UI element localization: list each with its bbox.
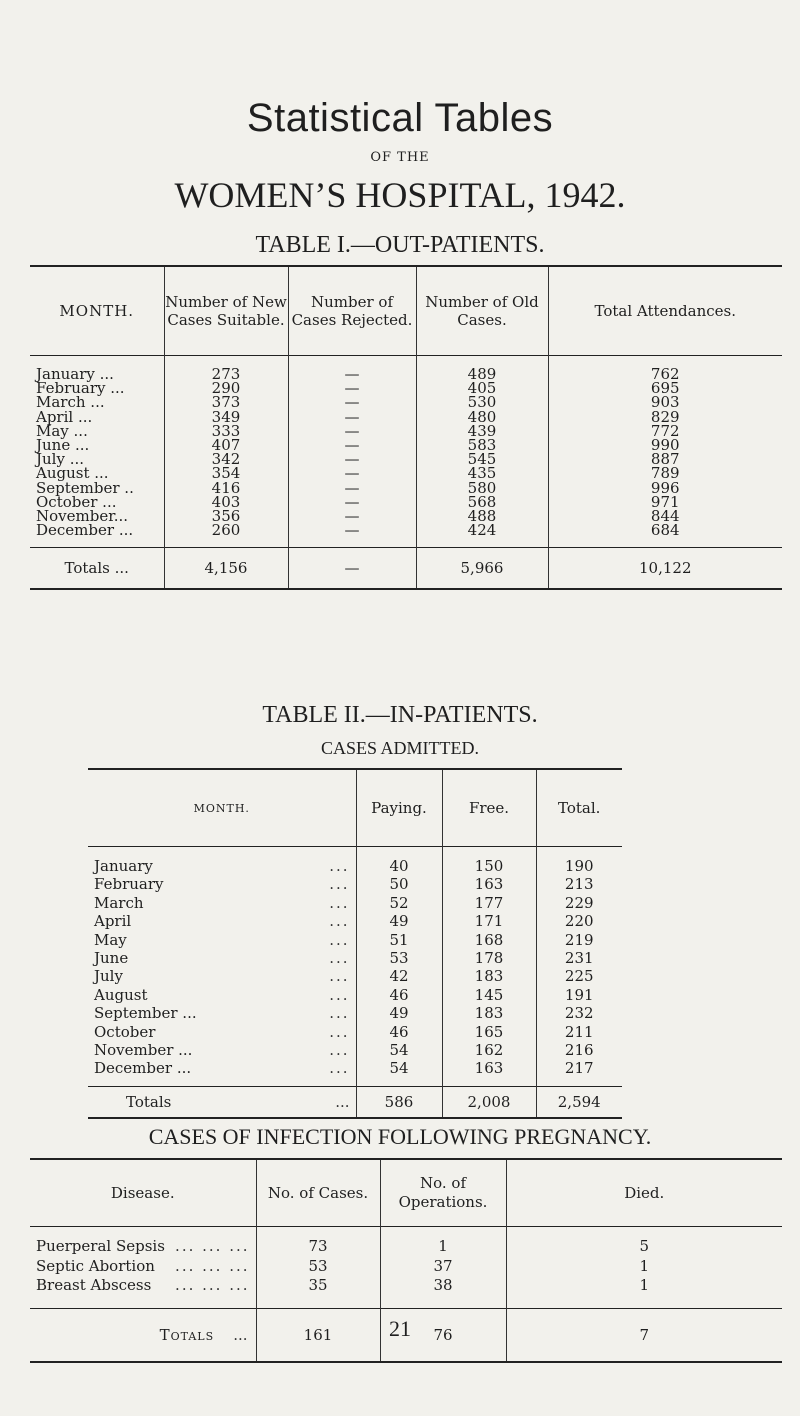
col-free: Free. — [442, 769, 536, 847]
month-cell — [88, 1059, 356, 1086]
old-cases-cell: 435 — [416, 466, 548, 480]
month-cell: March ... — [36, 393, 105, 412]
month-label: October — [94, 1022, 156, 1041]
total-cell: 232 — [536, 1004, 622, 1022]
totals-label: Totals ... — [30, 548, 164, 590]
leader-dots: ... ... ... — [175, 1256, 250, 1275]
died-cell: 5 — [506, 1227, 782, 1257]
paying-cell: 46 — [356, 986, 442, 1004]
month-cell: September .. — [36, 478, 134, 497]
old-cases-cell: 439 — [416, 424, 548, 438]
col-died: Died. — [506, 1159, 782, 1227]
total-attendances-cell: 789 — [548, 466, 782, 480]
month-label: September ... — [94, 1004, 197, 1023]
totals-text: Totals — [126, 1092, 172, 1111]
paying-cell: 42 — [356, 967, 442, 985]
total-attendances-cell: 695 — [548, 381, 782, 395]
paying-cell: 50 — [356, 875, 442, 893]
table-row — [30, 1227, 782, 1257]
month-label: August — [94, 985, 148, 1004]
table-row — [88, 1004, 622, 1022]
leader-dots: ... — [329, 857, 350, 875]
month-cell: December ... — [36, 521, 134, 540]
disease-cell — [30, 1257, 256, 1277]
month-cell: June ... — [36, 436, 90, 455]
month-cell — [88, 1041, 356, 1059]
old-cases-cell: 580 — [416, 481, 548, 495]
total-cell: 190 — [536, 847, 622, 876]
table-header-row — [30, 266, 782, 356]
disease-cell — [30, 1227, 256, 1257]
table-header-row — [88, 769, 622, 847]
leader-dots: ... — [329, 930, 350, 949]
month-label: February — [94, 875, 164, 894]
rejected-cell: — — [288, 438, 416, 452]
total-cell: 219 — [536, 931, 622, 949]
total-attendances-cell: 829 — [548, 410, 782, 424]
new-cases-cell: 349 — [164, 410, 288, 424]
free-cell: 145 — [442, 986, 536, 1004]
free-cell: 177 — [442, 894, 536, 912]
totals-old: 5,966 — [416, 548, 548, 590]
month-cell: May ... — [36, 421, 88, 440]
rejected-cell: — — [288, 452, 416, 466]
totals-free: 2,008 — [442, 1086, 536, 1118]
paying-cell: 49 — [356, 1004, 442, 1022]
month-cell — [88, 894, 356, 912]
totals-paying: 586 — [356, 1086, 442, 1118]
leader-dots: ... — [233, 1325, 248, 1344]
paying-cell: 49 — [356, 912, 442, 930]
total-attendances-cell: 903 — [548, 395, 782, 409]
old-cases-cell: 489 — [416, 356, 548, 382]
month-cell — [88, 986, 356, 1004]
leader-dots: ... ... ... — [175, 1237, 250, 1255]
leader-dots: ... — [329, 1041, 350, 1060]
table-row — [88, 847, 622, 876]
page-title: Statistical Tables — [246, 96, 554, 140]
died-cell: 1 — [506, 1257, 782, 1277]
rejected-cell: — — [288, 466, 416, 480]
total-cell: 216 — [536, 1041, 622, 1059]
old-cases-cell: 530 — [416, 395, 548, 409]
col-old-cases: Number of Old Cases. — [416, 266, 548, 356]
table-row — [30, 1276, 782, 1308]
col-rejected: Number of Cases Rejected. — [288, 266, 416, 356]
table-row — [30, 1257, 782, 1277]
hospital-title: WOMEN’S HOSPITAL, 1942. — [174, 175, 626, 215]
col-paying: Paying. — [356, 769, 442, 847]
operations-cell: 38 — [380, 1276, 506, 1308]
total-attendances-cell: 996 — [548, 481, 782, 495]
table-row — [88, 912, 622, 930]
new-cases-cell: 290 — [164, 381, 288, 395]
paying-cell: 54 — [356, 1041, 442, 1059]
table2-subcaption: CASES ADMITTED. — [320, 738, 479, 758]
month-label: May — [94, 930, 127, 949]
free-cell: 171 — [442, 912, 536, 930]
month-cell: August ... — [36, 464, 109, 483]
month-cell — [88, 967, 356, 985]
free-cell: 163 — [442, 875, 536, 893]
old-cases-cell: 583 — [416, 438, 548, 452]
month-label: July — [94, 967, 123, 986]
disease-cell — [30, 1276, 256, 1308]
operations-cell: 37 — [380, 1257, 506, 1277]
col-month: MONTH. — [59, 302, 135, 320]
total-attendances-cell: 990 — [548, 438, 782, 452]
leader-dots: ... — [329, 1004, 350, 1023]
month-cell: April ... — [36, 407, 93, 426]
total-attendances-cell: 887 — [548, 452, 782, 466]
disease-label: Septic Abortion — [36, 1256, 155, 1275]
paying-cell: 40 — [356, 847, 442, 876]
totals-new: 4,156 — [164, 548, 288, 590]
totals-total: 2,594 — [536, 1086, 622, 1118]
totals-cases: 161 — [256, 1308, 380, 1362]
leader-dots: ... — [329, 912, 350, 931]
page-number: 21 — [389, 1316, 411, 1341]
total-cell: 211 — [536, 1023, 622, 1041]
new-cases-cell: 273 — [164, 356, 288, 382]
month-cell: February ... — [36, 379, 125, 398]
leader-dots: ... ... ... — [175, 1276, 250, 1294]
totals-rejected: — — [288, 548, 416, 590]
table-row — [30, 523, 782, 548]
rejected-cell: — — [288, 481, 416, 495]
operations-cell: 1 — [380, 1227, 506, 1257]
total-cell: 229 — [536, 894, 622, 912]
new-cases-cell: 260 — [164, 523, 288, 548]
table-row — [30, 356, 782, 382]
leader-dots: ... — [329, 1022, 350, 1041]
month-cell — [88, 949, 356, 967]
table-row — [88, 931, 622, 949]
table-header-row — [30, 1159, 782, 1227]
table-row — [88, 1059, 622, 1086]
free-cell: 168 — [442, 931, 536, 949]
rejected-cell: — — [288, 424, 416, 438]
rejected-cell: — — [288, 523, 416, 548]
table1-caption: TABLE I.—OUT-PATIENTS. — [255, 232, 545, 258]
month-cell: January ... — [36, 365, 114, 383]
leader-dots: ... — [329, 967, 350, 986]
paying-cell: 52 — [356, 894, 442, 912]
old-cases-cell: 488 — [416, 509, 548, 523]
totals-text: Totals — [159, 1325, 215, 1344]
cases-cell: 53 — [256, 1257, 380, 1277]
new-cases-cell: 407 — [164, 438, 288, 452]
total-attendances-cell: 772 — [548, 424, 782, 438]
free-cell: 163 — [442, 1059, 536, 1086]
leader-dots: ... — [329, 893, 350, 912]
cases-cell: 35 — [256, 1276, 380, 1308]
table-row — [88, 986, 622, 1004]
table-row — [88, 949, 622, 967]
total-cell: 191 — [536, 986, 622, 1004]
col-total-attendances: Total Attendances. — [548, 266, 782, 356]
died-cell: 1 — [506, 1276, 782, 1308]
total-cell: 213 — [536, 875, 622, 893]
table-row — [88, 894, 622, 912]
new-cases-cell: 333 — [164, 424, 288, 438]
month-label: March — [94, 893, 144, 912]
total-cell: 217 — [536, 1059, 622, 1086]
rejected-cell: — — [288, 356, 416, 382]
totals-died: 7 — [506, 1308, 782, 1362]
leader-dots: ... — [329, 949, 350, 968]
rejected-cell: — — [288, 410, 416, 424]
month-label: December ... — [94, 1059, 192, 1078]
col-month: MONTH. — [193, 801, 250, 815]
month-cell — [88, 875, 356, 893]
rejected-cell: — — [288, 381, 416, 395]
month-cell: November... — [36, 507, 129, 526]
old-cases-cell: 545 — [416, 452, 548, 466]
new-cases-cell: 356 — [164, 509, 288, 523]
rejected-cell: — — [288, 395, 416, 409]
month-cell — [88, 1023, 356, 1041]
table3-caption: CASES OF INFECTION FOLLOWING PREGNANCY. — [148, 1124, 652, 1149]
month-label: November ... — [94, 1041, 193, 1060]
free-cell: 162 — [442, 1041, 536, 1059]
leader-dots: ... — [335, 1092, 350, 1111]
month-cell — [88, 912, 356, 930]
title-connector: OF THE — [370, 150, 430, 165]
total-cell: 231 — [536, 949, 622, 967]
col-operations: No. of Operations. — [380, 1159, 506, 1227]
month-cell — [88, 1004, 356, 1022]
total-attendances-cell: 971 — [548, 495, 782, 509]
old-cases-cell: 424 — [416, 523, 548, 548]
month-cell — [88, 931, 356, 949]
inpatients-table — [88, 768, 622, 1119]
new-cases-cell: 373 — [164, 395, 288, 409]
free-cell: 150 — [442, 847, 536, 876]
totals-row — [88, 1086, 622, 1118]
free-cell: 165 — [442, 1023, 536, 1041]
col-cases: No. of Cases. — [256, 1159, 380, 1227]
leader-dots: ... — [329, 1059, 350, 1078]
leader-dots: ... — [329, 985, 350, 1004]
table-row — [88, 967, 622, 985]
outpatients-table — [30, 265, 782, 590]
disease-label: Breast Abscess — [36, 1276, 152, 1294]
month-cell — [88, 847, 356, 876]
new-cases-cell: 403 — [164, 495, 288, 509]
paying-cell: 53 — [356, 949, 442, 967]
total-attendances-cell: 684 — [548, 523, 782, 548]
totals-operations: 76 — [380, 1308, 506, 1362]
rejected-cell: — — [288, 495, 416, 509]
totals-row — [30, 548, 782, 590]
totals-total: 10,122 — [548, 548, 782, 590]
month-label: January — [94, 857, 153, 875]
paying-cell: 54 — [356, 1059, 442, 1086]
paying-cell: 46 — [356, 1023, 442, 1041]
total-attendances-cell: 844 — [548, 509, 782, 523]
old-cases-cell: 568 — [416, 495, 548, 509]
month-label: April — [94, 912, 132, 931]
table-row — [88, 1041, 622, 1059]
paying-cell: 51 — [356, 931, 442, 949]
rejected-cell: — — [288, 509, 416, 523]
month-cell: October ... — [36, 492, 117, 511]
new-cases-cell: 354 — [164, 466, 288, 480]
col-total: Total. — [536, 769, 622, 847]
free-cell: 183 — [442, 1004, 536, 1022]
old-cases-cell: 480 — [416, 410, 548, 424]
new-cases-cell: 416 — [164, 481, 288, 495]
totals-label — [88, 1086, 356, 1118]
old-cases-cell: 405 — [416, 381, 548, 395]
col-new-cases: Number of New Cases Suitable. — [164, 266, 288, 356]
table-row — [88, 1023, 622, 1041]
month-label: June — [94, 949, 129, 968]
total-attendances-cell: 762 — [548, 356, 782, 382]
free-cell: 178 — [442, 949, 536, 967]
total-cell: 220 — [536, 912, 622, 930]
new-cases-cell: 342 — [164, 452, 288, 466]
table2-caption: TABLE II.—IN-PATIENTS. — [262, 702, 538, 728]
leader-dots: ... — [329, 875, 350, 894]
month-cell: July ... — [36, 450, 85, 469]
col-disease: Disease. — [110, 1183, 175, 1202]
free-cell: 183 — [442, 967, 536, 985]
total-cell: 225 — [536, 967, 622, 985]
cases-cell: 73 — [256, 1227, 380, 1257]
disease-label: Puerperal Sepsis — [36, 1237, 165, 1255]
table-row — [88, 875, 622, 893]
